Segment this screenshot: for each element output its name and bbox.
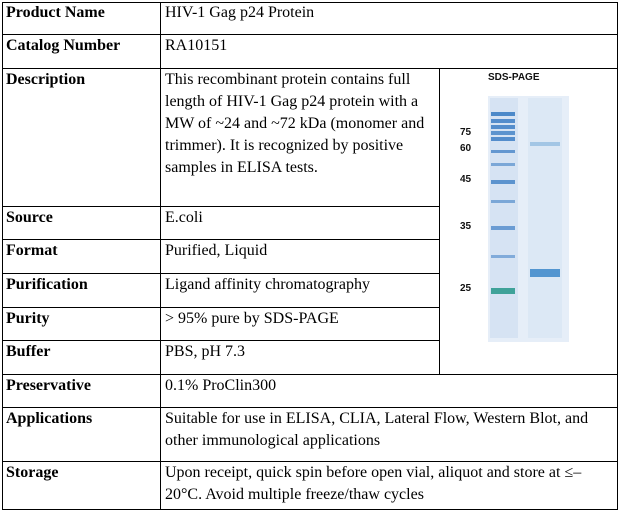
value-description: This recombinant protein contains full length of HIV-1 Gag p24 protein with a MW of ~24 and ~72 kDa (monomer and trimmer). It is recognized by positive samples in ELISA tests. <box>165 71 425 176</box>
label-catalog-number: Catalog Number <box>6 37 121 54</box>
sds-page-gel-image <box>442 68 618 374</box>
value-buffer: PBS, pH 7.3 <box>165 343 246 360</box>
marker-band <box>491 163 515 166</box>
label-source: Source <box>6 209 53 226</box>
row-divider <box>2 461 618 462</box>
value-source: E.coli <box>165 209 203 226</box>
marker-band <box>491 119 515 123</box>
gel-title: SDS-PAGE <box>488 72 540 83</box>
value-applications: Suitable for use in ELISA, CLIA, Lateral Flow, Western Blot, and other immunological applications <box>165 410 589 449</box>
sds-page-gel-figure <box>442 68 618 374</box>
column-divider <box>160 2 161 510</box>
label-applications: Applications <box>6 410 93 427</box>
marker-label-35: 35 <box>460 221 472 232</box>
sample-band-trimer <box>530 142 560 146</box>
column-divider-gel <box>439 68 440 375</box>
table-border-right <box>617 2 618 510</box>
row-divider <box>2 374 618 375</box>
marker-band-60 <box>491 150 515 153</box>
marker-label-75: 75 <box>460 127 472 138</box>
value-purification: Ligand affinity chromatography <box>165 276 370 293</box>
label-storage: Storage <box>6 464 59 481</box>
row-divider <box>2 206 439 207</box>
label-purity: Purity <box>6 310 50 327</box>
label-buffer: Buffer <box>6 343 51 360</box>
row-divider <box>2 307 439 308</box>
value-catalog-number: RA10151 <box>165 37 228 54</box>
marker-band <box>491 131 515 135</box>
marker-label-60: 60 <box>460 143 472 154</box>
marker-band <box>491 255 515 258</box>
row-divider <box>2 34 618 35</box>
value-purity: > 95% pure by SDS-PAGE <box>165 310 339 327</box>
label-format: Format <box>6 242 58 259</box>
label-description: Description <box>6 71 86 88</box>
marker-band <box>491 125 515 129</box>
row-divider <box>2 273 439 274</box>
marker-label-25: 25 <box>460 283 472 294</box>
marker-band <box>491 200 515 203</box>
row-divider <box>2 407 618 408</box>
table-border-bottom <box>2 509 618 510</box>
row-divider <box>2 340 439 341</box>
sample-band-monomer <box>530 269 560 277</box>
row-divider <box>2 68 618 69</box>
marker-band-25 <box>491 288 515 294</box>
table-border-top <box>2 2 618 3</box>
product-datasheet-table <box>2 2 618 510</box>
label-purification: Purification <box>6 276 88 293</box>
value-storage: Upon receipt, quick spin before open vial, aliquot and store at ≤–20°C. Avoid multiple freeze/thaw cycles <box>165 464 582 503</box>
marker-band <box>491 112 515 116</box>
value-product-name: HIV-1 Gag p24 Protein <box>165 4 315 21</box>
value-format: Purified, Liquid <box>165 242 268 259</box>
gel-sample-lane <box>528 98 562 338</box>
marker-label-45: 45 <box>460 174 472 185</box>
table-border-left <box>2 2 3 510</box>
row-divider <box>2 239 439 240</box>
label-product-name: Product Name <box>6 4 105 21</box>
marker-band-75 <box>491 137 515 141</box>
label-preservative: Preservative <box>6 377 91 394</box>
marker-band-45 <box>491 180 515 184</box>
value-preservative: 0.1% ProClin300 <box>165 377 277 394</box>
marker-band-35 <box>491 226 515 230</box>
